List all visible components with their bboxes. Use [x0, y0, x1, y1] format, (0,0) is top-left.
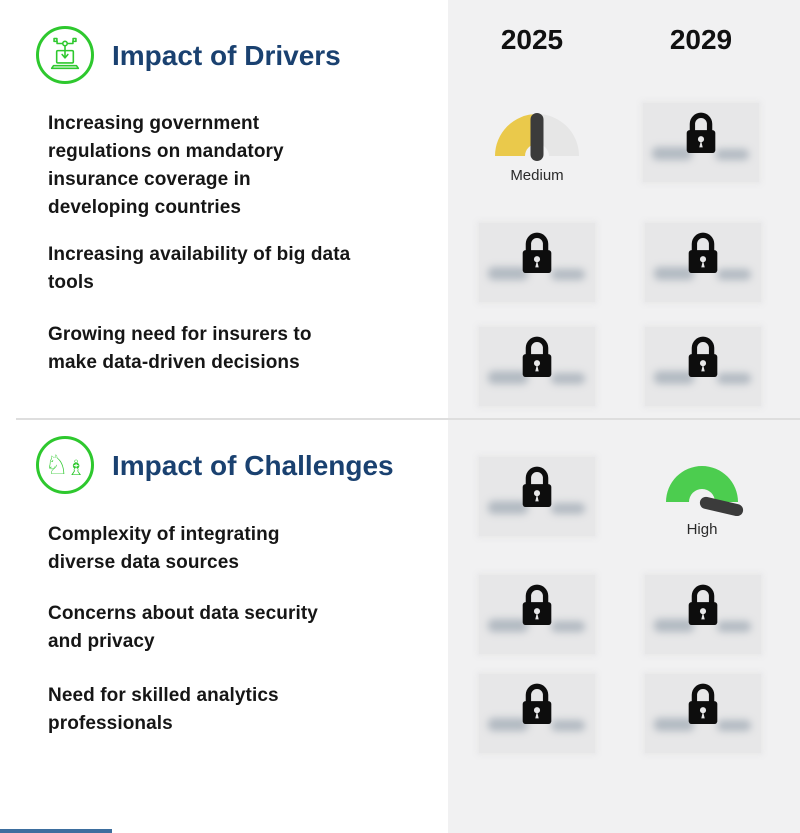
- footer-accent-bar: [0, 829, 112, 833]
- locked-cell[interactable]: [645, 674, 761, 753]
- driver-row-label: Increasing availability of big data tools: [48, 244, 351, 293]
- locked-cell[interactable]: [645, 223, 761, 302]
- column-header-2029: 2029: [669, 24, 733, 55]
- locked-cell[interactable]: [479, 674, 595, 753]
- padlock-icon: [516, 581, 558, 629]
- analytics-laptop-icon: [36, 26, 94, 84]
- padlock-icon: [682, 333, 724, 381]
- challenge-row-label: Concerns about data security and privacy: [48, 603, 318, 652]
- chess-knight-glyph: ♘: [44, 449, 69, 480]
- chess-bishop-glyph: ♗: [66, 456, 86, 480]
- impact-gauge-high: [656, 462, 748, 538]
- padlock-icon: [516, 680, 558, 728]
- gauge-dial: [493, 112, 581, 162]
- locked-cell[interactable]: [479, 223, 595, 302]
- column-header-2025: 2025: [500, 24, 564, 55]
- impact-gauge-medium: [493, 112, 581, 184]
- locked-cell[interactable]: [643, 103, 759, 182]
- padlock-icon: [516, 229, 558, 277]
- driver-row-label: Growing need for insurers to make data-driven decisions: [48, 324, 312, 373]
- locked-cell[interactable]: [479, 327, 595, 406]
- padlock-icon: [682, 229, 724, 277]
- gauge-dial: [656, 462, 748, 516]
- gauge-value-label: Medium: [510, 167, 564, 184]
- locked-cell[interactable]: [479, 575, 595, 654]
- padlock-icon: [680, 109, 722, 157]
- padlock-icon: [682, 680, 724, 728]
- padlock-icon: [516, 333, 558, 381]
- driver-row-label: Increasing government regulations on mandatory insurance coverage in developing countries: [48, 113, 284, 218]
- gauge-value-label: High: [686, 521, 718, 538]
- locked-cell[interactable]: [645, 575, 761, 654]
- section-title-drivers: Impact of Drivers: [112, 40, 341, 71]
- challenge-row-label: Need for skilled analytics professionals: [48, 685, 279, 734]
- locked-cell[interactable]: [479, 457, 595, 536]
- section-title-challenges: Impact of Challenges: [112, 450, 394, 481]
- challenge-row-label: Complexity of integrating diverse data sources: [48, 524, 280, 573]
- chess-pieces-icon: [36, 436, 94, 494]
- locked-cell[interactable]: [645, 327, 761, 406]
- padlock-icon: [516, 463, 558, 511]
- section-divider: [16, 418, 800, 420]
- padlock-icon: [682, 581, 724, 629]
